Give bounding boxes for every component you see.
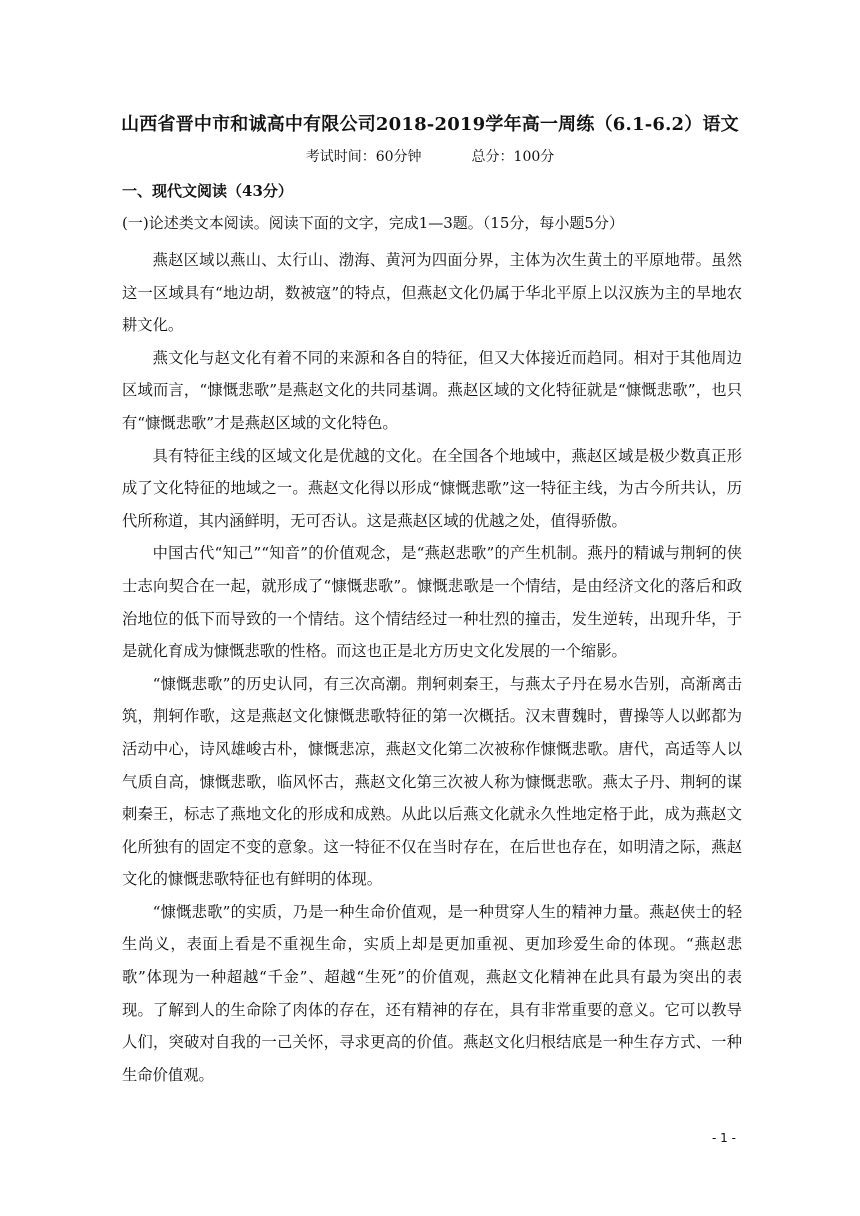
exam-info bbox=[0, 146, 860, 166]
reading-instruction: (一)论述类文本阅读。阅读下面的文字，完成1—3题。（15分，每小题5分） bbox=[122, 214, 624, 232]
total-score: 总分：100分 bbox=[471, 149, 555, 165]
passage-paragraph: 具有特征主线的区域文化是优越的文化。在全国各个地域中，燕赵区域是极少数真正形成了文化特征的地域之一。燕赵文化得以形成“慷慨悲歌”这一特征主线，为古今所共认，历代所称道，其内涵鲜明，无可否认。这是燕赵区域的优越之处，值得骄傲。 bbox=[122, 446, 742, 530]
document-title: 山西省晋中市和诚高中有限公司2018-2019学年高一周练（6.1-6.2）语文 bbox=[121, 114, 739, 135]
passage-paragraph: “慷慨悲歌”的实质，乃是一种生命价值观，是一种贯穿人生的精神力量。燕赵侠士的轻生尚义，表面上看是不重视生命，实质上却是更加重视、更加珍爱生命的体现。“燕赵悲歌”体现为一种超越“千金”、超越“生死”的价值观，燕赵文化精神在此具有最为突出的表现。了解到人的生命除了肉体的存在，还有精神的存在，具有非常重要的意义。它可以教导人们，突破对自我的一己关怀，寻求更高的价值。燕赵文化归根结底是一种生存方式、一种生命价值观。 bbox=[122, 902, 742, 1084]
section-heading: 一、现代文阅读（43分） bbox=[122, 182, 293, 200]
page-number: - 1 - bbox=[712, 1131, 736, 1145]
passage-paragraph: 燕赵区域以燕山、太行山、渤海、黄河为四面分界，主体为次生黄土的平原地带。虽然这一区域具有“地边胡，数被寇”的特点，但燕赵文化仍属于华北平原上以汉族为主的旱地农耕文化。 bbox=[122, 251, 742, 335]
exam-time: 考试时间：60分钟 bbox=[305, 149, 422, 165]
passage-paragraph: 燕文化与赵文化有着不同的来源和各自的特征，但又大体接近而趋同。相对于其他周边区域而言，“慷慨悲歌”是燕赵文化的共同基调。燕赵区域的文化特征就是“慷慨悲歌”，也只有“慷慨悲歌”才是燕赵区域的文化特色。 bbox=[122, 348, 742, 432]
passage-paragraph: 中国古代“知己”“知音”的价值观念，是“燕赵悲歌”的产生机制。燕丹的精诚与荆轲的侠士志向契合在一起，就形成了“慷慨悲歌”。慷慨悲歌是一个情结，是由经济文化的落后和政治地位的低下而导致的一个情结。这个情结经过一种壮烈的撞击，发生逆转，出现升华，于是就化育成为慷慨悲歌的性格。而这也正是北方历史文化发展的一个缩影。 bbox=[122, 544, 742, 661]
passage-body bbox=[122, 244, 742, 1091]
passage-paragraph: “慷慨悲歌”的历史认同，有三次高潮。荆轲刺秦王，与燕太子丹在易水告别，高渐离击筑，荆轲作歌，这是燕赵文化慷慨悲歌特征的第一次概括。汉末曹魏时，曹操等人以邺都为活动中心，诗风雄峻古朴，慷慨悲凉，燕赵文化第二次被称作慷慨悲歌。唐代，高适等人以气质自高，慷慨悲歌，临风怀古，燕赵文化第三次被人称为慷慨悲歌。燕太子丹、荆轲的谋刺秦王，标志了燕地文化的形成和成熟。从此以后燕文化就永久性地定格于此，成为燕赵文化所独有的固定不变的意象。这一特征不仅在当时存在，在后世也存在，如明清之际，燕赵文化的慷慨悲歌特征也有鲜明的体现。 bbox=[122, 674, 742, 889]
